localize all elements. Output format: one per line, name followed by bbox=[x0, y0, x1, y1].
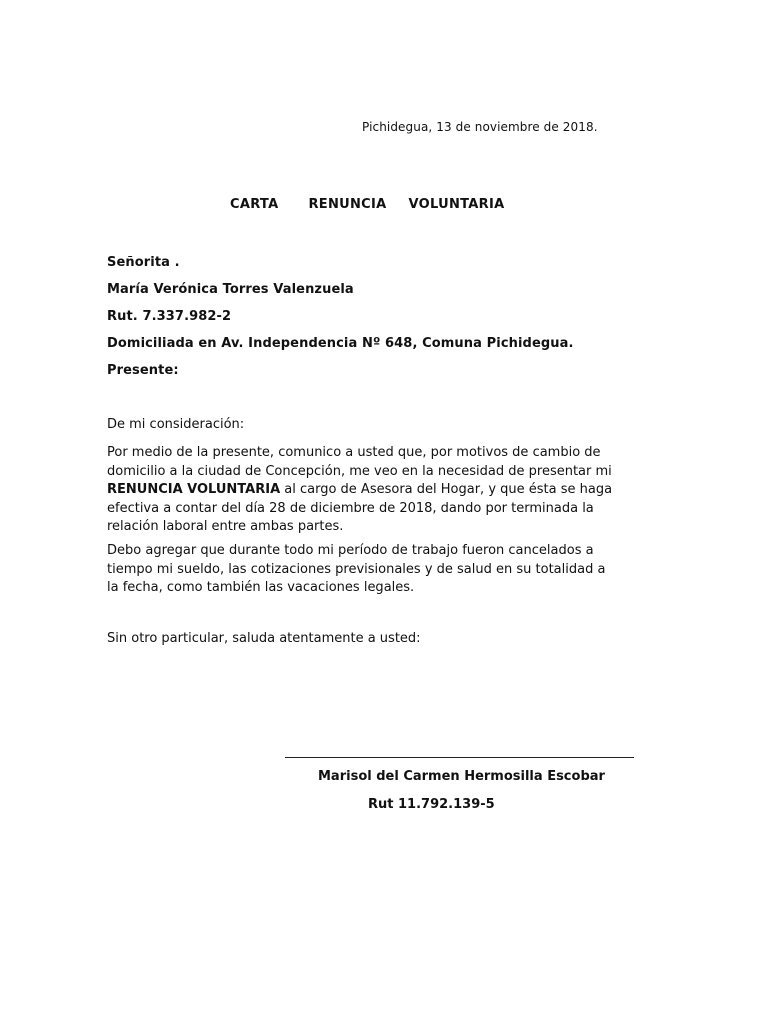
paragraph-line: relación laboral entre ambas partes. bbox=[107, 519, 344, 534]
paragraph-line: tiempo mi sueldo, las cotizaciones previsionales y de salud en su totalidad a bbox=[107, 561, 606, 577]
paragraph-line: domicilio a la ciudad de Concepción, me veo en la necesidad de presentar mi bbox=[107, 463, 612, 479]
greeting: De mi consideración: bbox=[107, 417, 245, 432]
signature-name: Marisol del Carmen Hermosilla Escobar bbox=[318, 769, 605, 784]
title-word-renuncia: RENUNCIA bbox=[308, 197, 387, 212]
paragraph-2 bbox=[107, 542, 667, 598]
paragraph-line: Por medio de la presente, comunico a usted que, por motivos de cambio de bbox=[107, 445, 601, 460]
closing-line: Sin otro particular, saluda atentamente a usted: bbox=[107, 631, 421, 646]
recipient-address: Domiciliada en Av. Independencia Nº 648, Comuna Pichidegua. bbox=[107, 336, 574, 351]
recipient-name: María Verónica Torres Valenzuela bbox=[107, 282, 354, 297]
paragraph-line bbox=[107, 481, 667, 500]
recipient-presente: Presente: bbox=[107, 363, 179, 378]
paragraph-line: la fecha, como también las vacaciones legales. bbox=[107, 580, 415, 595]
letter-title bbox=[230, 197, 504, 212]
bold-resignation-text: RENUNCIA VOLUNTARIA bbox=[107, 482, 281, 497]
paragraph-line: Debo agregar que durante todo mi período de trabajo fueron cancelados a bbox=[107, 543, 594, 558]
recipient-rut: Rut. 7.337.982-2 bbox=[107, 309, 232, 324]
signature-line bbox=[285, 757, 634, 758]
date-line: Pichidegua, 13 de noviembre de 2018. bbox=[362, 120, 598, 134]
recipient-salutation: Señorita . bbox=[107, 255, 180, 270]
paragraph-1 bbox=[107, 444, 667, 537]
paragraph-line: efectiva a contar del día 28 de diciembre de 2018, dando por terminada la bbox=[107, 500, 594, 516]
title-word-voluntaria: VOLUNTARIA bbox=[408, 197, 505, 212]
signature-rut: Rut 11.792.139-5 bbox=[368, 797, 495, 812]
title-word-carta: CARTA bbox=[230, 197, 279, 212]
paragraph-line-rest: al cargo de Asesora del Hogar, y que ésta se haga bbox=[280, 482, 613, 497]
